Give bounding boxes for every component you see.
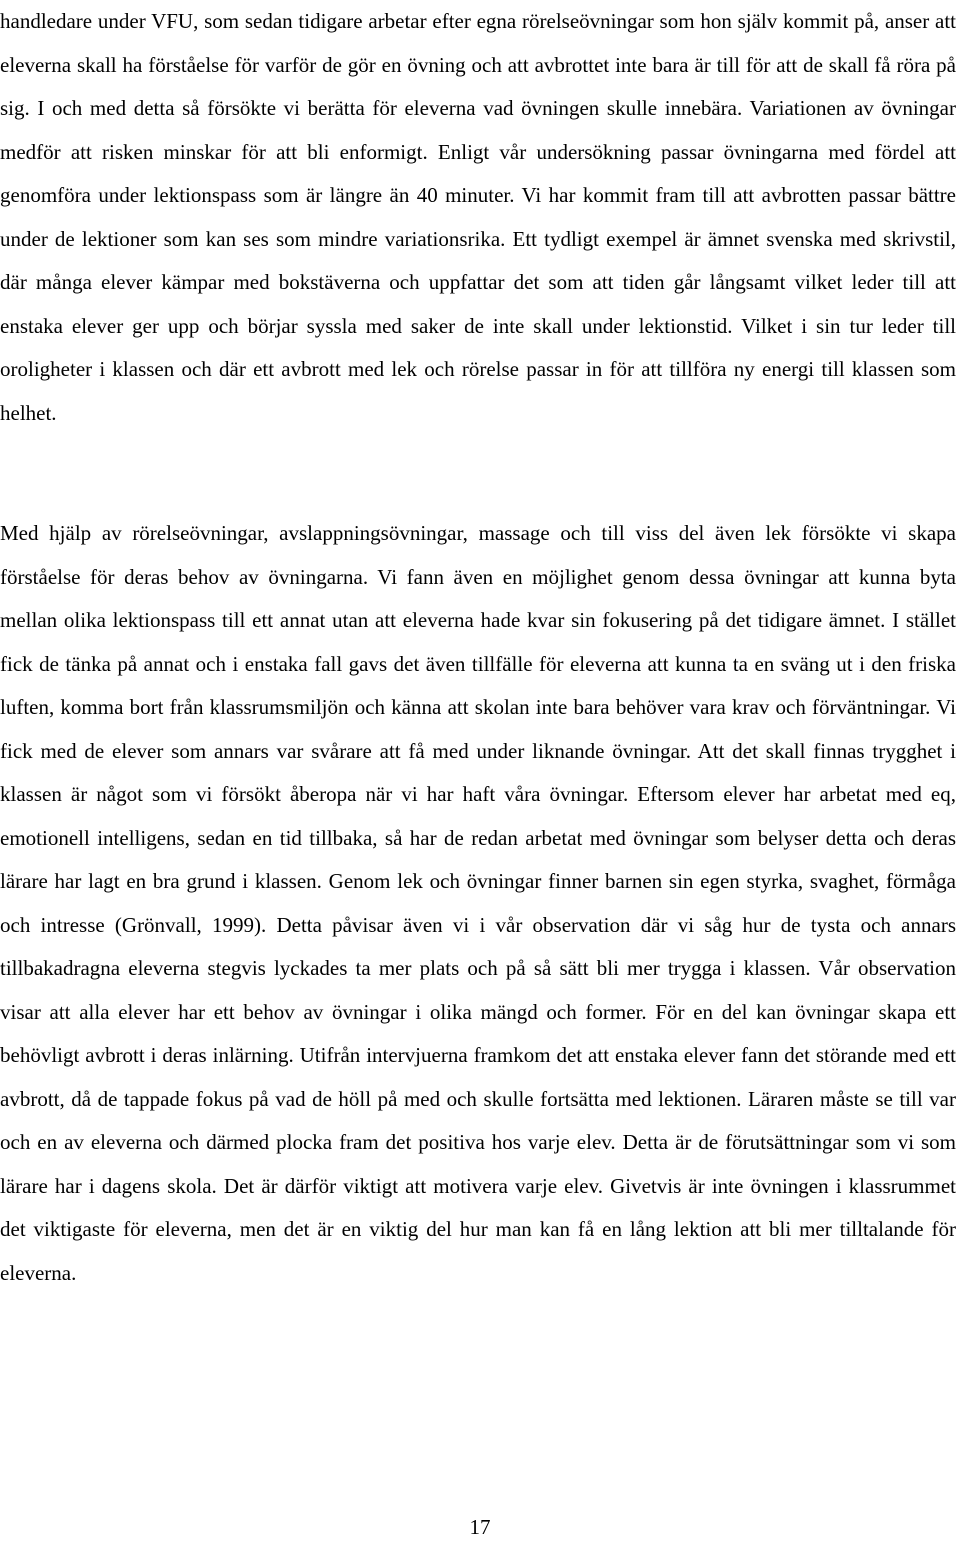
body-paragraph-1: handledare under VFU, som sedan tidigare arbetar efter egna rörelseövningar som hon själv kommit på, anser att eleverna skall ha förståelse för varför de gör en övning och att avbrottet inte bara är till för att de skall få röra på sig. I och med detta så försökte vi berätta för eleverna vad övningen skulle innebära. Variationen av övningar medför att risken minskar för att bli enformigt. Enligt vår undersökning passar övningarna med fördel att genomföra under lektionspass som är längre än 40 minuter. Vi har kommit fram till att avbrotten passar bättre under de lektioner som kan ses som mindre variationsrika. Ett tydligt exempel är ämnet svenska med skrivstil, där många elever kämpar med bokstäverna och uppfattar det som att tiden går långsamt vilket leder till att enstaka elever ger upp och börjar syssla med saker de inte skall under lektionstid. Vilket i sin tur leder till oroligheter i klassen och där ett avbrott med lek och rörelse passar in för att tillföra ny energi till klassen som helhet. xyxy=(0,9,956,425)
body-paragraph-2: Med hjälp av rörelseövningar, avslappningsövningar, massage och till viss del även lek försökte vi skapa förståelse för deras behov av övningarna. Vi fann även en möjlighet genom dessa övningar att kunna byta mellan olika lektionspass till ett annat utan att eleverna hade kvar sin fokusering på det tidigare ämnet. I stället fick de tänka på annat och i enstaka fall gavs det även tillfälle för eleverna att kunna ta en sväng ut i den friska luften, komma bort från klassrumsmiljön och känna att skolan inte bara behöver vara krav och förväntningar. Vi fick med de elever som annars var svårare att få med under liknande övningar. Att det skall finnas trygghet i klassen är något som vi försökt åberopa när vi har haft våra övningar. Eftersom elever har arbetat med eq, emotionell intelligens, sedan en tid tillbaka, så har de redan arbetat med övningar som belyser detta och deras lärare har lagt en bra grund i klassen. Genom lek och övningar finner barnen sin egen styrka, svaghet, förmåga och intresse (Grönvall, 1999). Detta påvisar även vi i vår observation där vi såg hur de tysta och annars tillbakadragna eleverna stegvis lyckades ta mer plats och på så sätt bli mer trygga i klassen. Vår observation visar att alla elever har ett behov av övningar i olika mängd och former. För en del kan övningar skapa ett behövligt avbrott i deras inlärning. Utifrån intervjuerna framkom det att enstaka elever fann det störande med ett avbrott, då de tappade fokus på vad de höll på med och skulle fortsätta med lektionen. Läraren måste se till var och en av eleverna och därmed plocka fram det positiva hos varje elev. Detta är de förutsättningar som vi som lärare har i dagens skola. Det är därför viktigt att motivera varje elev. Givetvis är inte övningen i klassrummet det viktigaste för eleverna, men det är en viktig del hur man kan få en lång lektion att bli mer tilltalande för eleverna. xyxy=(0,521,956,1285)
page-number: 17 xyxy=(469,1515,491,1539)
